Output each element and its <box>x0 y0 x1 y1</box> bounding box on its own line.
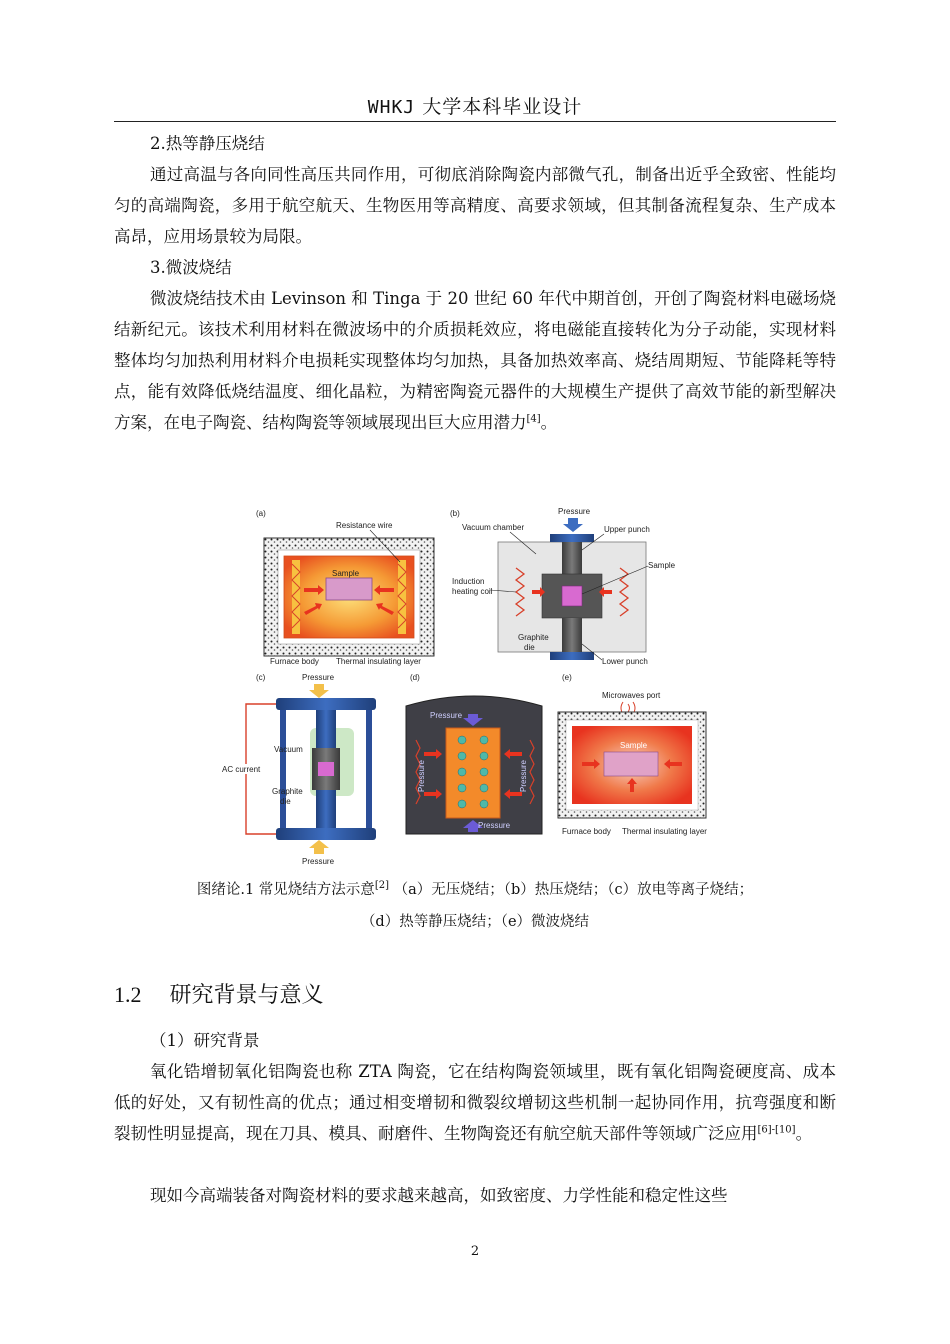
lower-punch-cap <box>550 652 594 660</box>
panel-d-label: (d) <box>410 673 420 682</box>
figure-svg <box>222 502 720 870</box>
pressure-c-bottom-arrow <box>309 840 329 854</box>
panel-e-label: (e) <box>562 673 572 682</box>
graphite-c-label-1: Graphite <box>272 787 303 796</box>
header-rule <box>114 121 836 122</box>
press-bottom-plate <box>276 828 376 840</box>
furnace-body-a-label: Furnace body <box>270 657 319 666</box>
press-top-plate <box>276 698 376 710</box>
paragraph-microwave <box>114 283 836 438</box>
thermal-layer-a-label: Thermal insulating layer <box>336 657 421 666</box>
panel-c-label: (c) <box>256 673 266 682</box>
sample-a-label: Sample <box>332 569 360 578</box>
subheading-hip: 2.热等静压烧结 <box>150 134 265 153</box>
panel-a-label: (a) <box>256 509 266 518</box>
sample-a <box>326 578 372 600</box>
paragraph-hip: 通过高温与各向同性高压共同作用，可彻底消除陶瓷内部微气孔，制备出近乎全致密、性能均匀的高端陶瓷，多用于航空航天、生物医用等高精度、高要求领域，但其制备流程复杂、生产成本高昂，应用场景较为局限。 <box>114 165 836 246</box>
section-number: 1.2 <box>114 982 142 1007</box>
microwaves-port-label: Microwaves port <box>602 691 661 700</box>
panel-e <box>558 673 707 836</box>
upper-punch <box>562 542 582 574</box>
sample-e <box>604 752 658 776</box>
paragraph-requirements: 现如今高端装备对陶瓷材料的要求越来越高，如致密度、力学性能和稳定性这些 <box>150 1186 728 1205</box>
furnace-body-e-label: Furnace body <box>562 827 611 836</box>
panel-b-label: (b) <box>450 509 460 518</box>
sample-e-label: Sample <box>620 741 648 750</box>
running-header <box>114 94 836 121</box>
upper-punch-cap <box>550 534 594 542</box>
ac-current-label: AC current <box>222 765 261 774</box>
pressure-b-label: Pressure <box>558 507 591 516</box>
pressure-c-top-arrow <box>309 684 329 698</box>
thermal-layer-e-label: Thermal insulating layer <box>622 827 707 836</box>
header-latin: WHKJ <box>367 97 416 118</box>
panel-d <box>406 673 542 834</box>
sample-b <box>562 586 582 606</box>
vacuum-chamber-label: Vacuum chamber <box>462 523 525 532</box>
header-title: 大学本科毕业设计 <box>422 96 583 118</box>
citation-zta: [6]-[10] <box>757 1124 796 1136</box>
lower-punch <box>562 618 582 652</box>
citation: [4] <box>526 413 541 425</box>
page-number: 2 <box>470 1244 480 1259</box>
paragraph-end: 。 <box>540 413 558 432</box>
vacuum-c-label: Vacuum <box>274 745 303 754</box>
paragraph-zta-end: 。 <box>795 1124 813 1143</box>
pressure-d-right-label: Pressure <box>519 759 528 792</box>
section-heading <box>114 980 324 1011</box>
figure-caption-line1 <box>114 880 836 900</box>
induction-label-2: heating coil <box>452 587 493 596</box>
upper-punch-label: Upper punch <box>604 525 650 534</box>
paragraph-zta-text: 氧化锆增韧氧化铝陶瓷也称 ZTA 陶瓷，它在结构陶瓷领域里，既有氧化铝陶瓷硬度高、成本低的好处，又有韧性高的优点；通过相变增韧和微裂纹增韧这些机制一起协同作用，抗弯强度和断裂韧性明显提高，现在刀具、模具、耐磨件、生物陶瓷还有航空航天部件等领域广泛应用 <box>114 1062 836 1143</box>
pressure-d-top-label: Pressure <box>430 711 463 720</box>
sample-b-label: Sample <box>648 561 676 570</box>
section-title: 研究背景与意义 <box>169 983 324 1008</box>
graphite-b-label-1: Graphite <box>518 633 549 642</box>
panel-c <box>222 673 376 866</box>
resistance-wire-label: Resistance wire <box>336 521 393 530</box>
panel-b <box>450 507 676 666</box>
caption-citation: [2] <box>374 880 389 892</box>
subheading-microwave: 3.微波烧结 <box>150 258 232 277</box>
figure-caption-line2: （d）热等静压烧结；（e）微波烧结 <box>360 914 590 930</box>
caption-title: 图绪论.1 常见烧结方法示意 <box>196 882 375 898</box>
sintering-methods-figure <box>222 502 720 870</box>
pressure-d-bottom-label: Pressure <box>478 821 511 830</box>
caption-parts-1: （a）无压烧结；（b）热压烧结；（c）放电等离子烧结； <box>388 882 754 898</box>
paragraph-microwave-text: 微波烧结技术由 Levinson 和 Tinga 于 20 世纪 60 年代中期首创，开创了陶瓷材料电磁场烧结新纪元。该技术利用材料在微波场中的介质损耗效应，将电磁能直接转化为分子动能，实现材料整体均匀加热利用材料介电损耗实现整体均匀加热，具备加热效率高、烧结周期短、节能降耗等特点，能有效降低烧结温度、细化晶粒，为精密陶瓷元器件的大规模生产提供了高效节能的新型解决方案，在电子陶瓷、结构陶瓷等领域展现出巨大应用潜力 <box>114 289 836 432</box>
induction-label-1: Induction <box>452 577 485 586</box>
hip-hot-zone <box>446 728 500 818</box>
paragraph-zta <box>114 1056 836 1149</box>
graphite-c-label-2: die <box>280 797 291 806</box>
pressure-c-bottom-label: Pressure <box>302 857 335 866</box>
lower-punch-label: Lower punch <box>602 657 648 666</box>
graphite-b-label-2: die <box>524 643 535 652</box>
subheading-background: （1）研究背景 <box>150 1031 260 1050</box>
pressure-b-arrow <box>563 518 583 532</box>
panel-a <box>256 509 434 666</box>
sample-c <box>318 762 334 776</box>
pressure-d-left-label: Pressure <box>417 759 426 792</box>
pressure-c-top-label: Pressure <box>302 673 335 682</box>
